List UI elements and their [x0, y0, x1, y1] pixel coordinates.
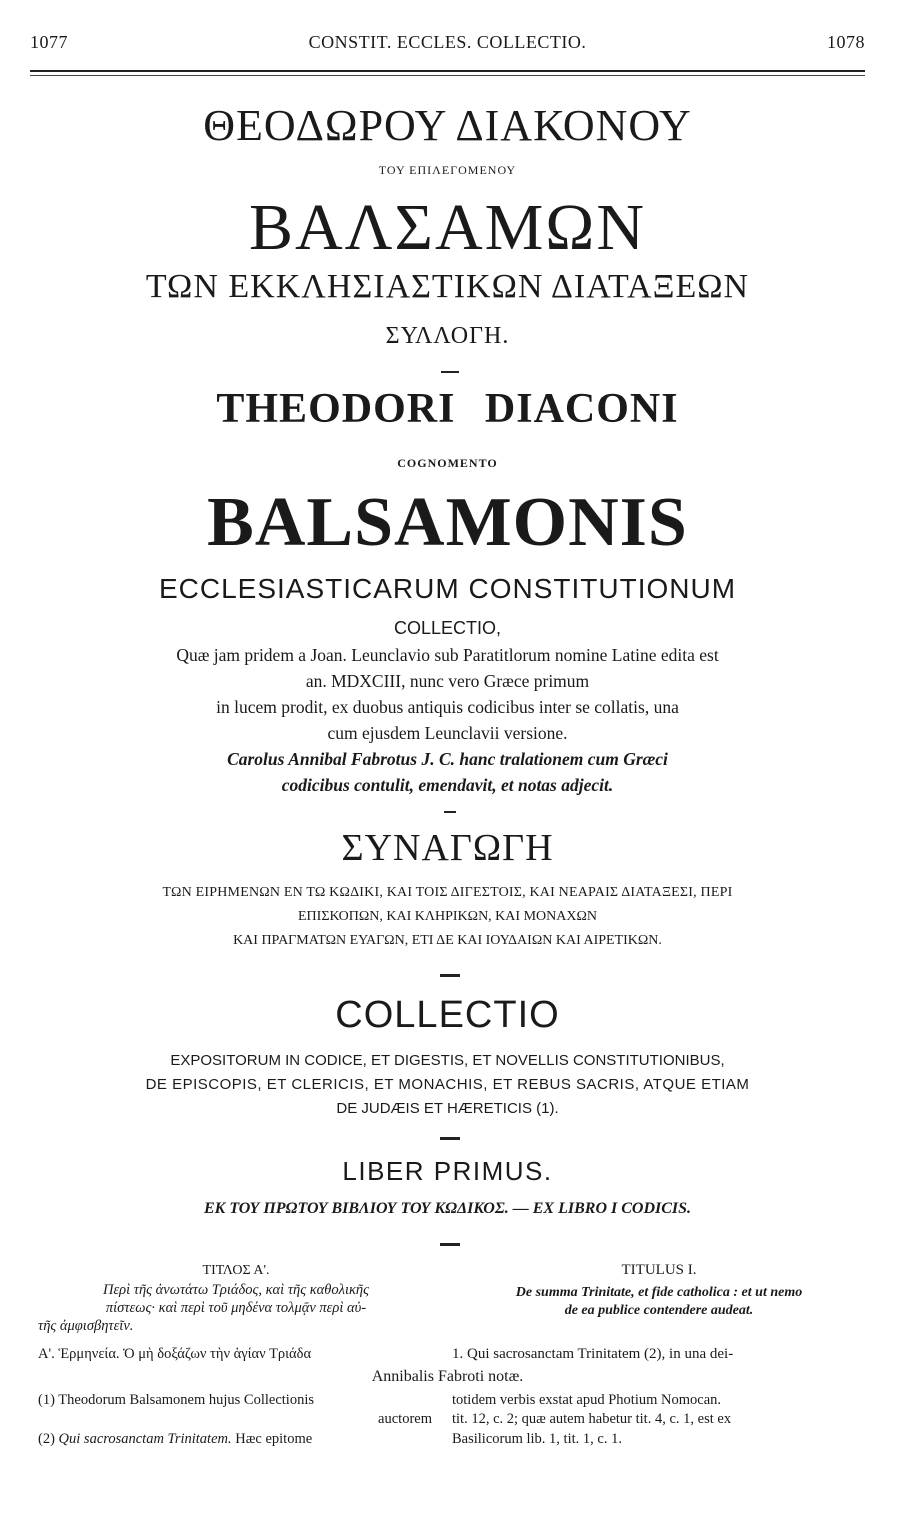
separator-dash [440, 1243, 460, 1246]
latin-title-line2: COGNOMENTO [397, 456, 498, 470]
right-page-number: 1078 [827, 32, 865, 52]
note-right-line2: tit. 12, c. 2; quæ autem habetur tit. 4, c. 1, est ex [452, 1411, 732, 1427]
greek-title-line1: ΘΕΟΔΩΡΟΥ ΔΙΑΚΟΝΟΥ [203, 101, 692, 150]
left-intro-line1: Περὶ τῆς ἀνωτάτω Τριάδος, καὶ τῆς καθολικῆς [102, 1282, 370, 1298]
right-intro-line1: De summa Trinitate, et fide catholica : et ut nemo [515, 1285, 803, 1300]
synagoge-line3: ΚΑΙ ΠΡΑΓΜΑΤΩΝ ΕΥΑΓΩΝ, ΕΤΙ ΔΕ ΚΑΙ ΙΟΥΔΑΙΩΝ ΚΑΙ ΑΙΡΕΤΙΚΩΝ. [233, 933, 662, 948]
running-head [30, 32, 865, 58]
separator-dash [440, 1137, 460, 1140]
latin-title-line4: ECCLESIASTICARUM CONSTITUTIONUM [158, 573, 737, 604]
latin-desc-line5: Carolus Annibal Fabrotus J. C. hanc tralationem cum Græci [227, 749, 668, 769]
running-title: CONSTIT. ECCLES. COLLECTIO. [308, 32, 587, 52]
synagoge-title: ΣΥΝΑΓΩΓΗ [341, 827, 554, 869]
latin-title-line5: COLLECTIO, [393, 618, 502, 638]
greek-title-line4: ΤΩΝ ΕΚΚΛΗΣΙΑΣΤΙΚΩΝ ΔΙΑΤΑΞΕΩΝ [145, 268, 750, 305]
left-page-number: 1077 [30, 32, 68, 52]
greek-title-line5: ΣΥΛΛΟΓΗ. [385, 323, 510, 349]
latin-title-line3: BALSAMONIS [207, 484, 688, 561]
left-intro-line2: πίστεως· καὶ περὶ τοῦ μηδένα τολμᾷν περὶ αὐ- [105, 1300, 367, 1316]
separator-dash [444, 811, 456, 813]
left-text-line1: Α'. Ἑρμηνεία. Ὁ μὴ δοξάζων τὴν ἁγίαν Τριάδα [38, 1346, 312, 1362]
latin-desc-line2: an. MDXCIII, nunc vero Græce primum [305, 671, 590, 691]
collectio-line1: EXPOSITORUM IN CODICE, ET DIGESTIS, ET NOVELLIS CONSTITUTIONIBUS, [170, 1052, 725, 1069]
right-text-line1: 1. Qui sacrosanctam Trinitatem (2), in una dei- [452, 1346, 734, 1362]
notes-heading: Annibalis Fabroti notæ. [371, 1368, 524, 1385]
note-2-italic: Qui sacrosanctam Trinitatem. [58, 1431, 232, 1447]
right-intro-line2: de ea publice contendere audeat. [564, 1303, 754, 1318]
latin-desc-line6: codicibus contulit, emendavit, et notas adjecit. [281, 775, 614, 795]
latin-desc-line3: in lucem prodit, ex duobus antiquis codicibus inter se collatis, una [216, 697, 679, 717]
note-2-left [38, 1431, 434, 1448]
note-right-line1: totidem verbis exstat apud Photium Nomocan. [452, 1392, 722, 1408]
separator-dash [440, 974, 460, 977]
note-right-line3: Basilicorum lib. 1, tit. 1, c. 1. [452, 1431, 622, 1447]
latin-title-line1: THEODORI DIACONI [216, 386, 679, 432]
note-2-number: (2) [38, 1431, 55, 1447]
right-title-heading: TITULUS I. [621, 1262, 697, 1278]
collectio-title: COLLECTIO [335, 994, 560, 1036]
collectio-line3: DE JUDÆIS ET HÆRETICIS (1). [336, 1100, 559, 1117]
latin-desc-line1: Quæ jam pridem a Joan. Leunclavio sub Paratitlorum nomine Latine edita est [176, 645, 719, 665]
left-intro-line3: τῆς ἀμφισβητεῖν. [38, 1318, 134, 1334]
left-title-heading: ΤΙΤΛΟΣ Α'. [202, 1263, 270, 1278]
header-rule [30, 70, 865, 72]
latin-desc-line4: cum ejusdem Leunclavii versione. [327, 723, 568, 743]
separator-dash [441, 371, 459, 373]
greek-title-line2: ΤΟΥ ΕΠΙΛΕΓΟΜΕΝΟΥ [378, 163, 517, 177]
synagoge-line2: ΕΠΙΣΚΟΠΩΝ, ΚΑΙ ΚΛΗΡΙΚΩΝ, ΚΑΙ ΜΟΝΑΧΩΝ [298, 909, 597, 924]
note-1-left: (1) Theodorum Balsamonem hujus Collectionis [38, 1392, 315, 1408]
synagoge-line1: ΤΩΝ ΕΙΡΗΜΕΝΩΝ ΕΝ ΤΩ ΚΩΔΙΚΙ, ΚΑΙ ΤΟΙΣ ΔΙΓΕΣΤΟΙΣ, ΚΑΙ ΝΕΑΡΑΙΣ ΔΙΑΤΑΞΕΣΙ, ΠΕΡΙ [162, 885, 733, 900]
liber-subtitle: ΕΚ ΤΟΥ ΠΡΩΤΟΥ ΒΙΒΛΙΟΥ ΤΟΥ ΚΩΔΙΚΟΣ. — EX LIBRO I CODICIS. [203, 1200, 692, 1217]
collectio-line2: DE EPISCOPIS, ET CLERICIS, ET MONACHIS, ET REBUS SACRIS, ATQUE ETIAM [145, 1076, 750, 1093]
liber-title: LIBER PRIMUS. [342, 1156, 553, 1186]
greek-title-line3: ΒΑΛΣΑΜΩΝ [248, 191, 646, 264]
header-rule-thin [30, 75, 865, 76]
note-1-left-cont: auctorem [378, 1411, 432, 1427]
note-2-rest: Hæc epitome [235, 1431, 313, 1447]
